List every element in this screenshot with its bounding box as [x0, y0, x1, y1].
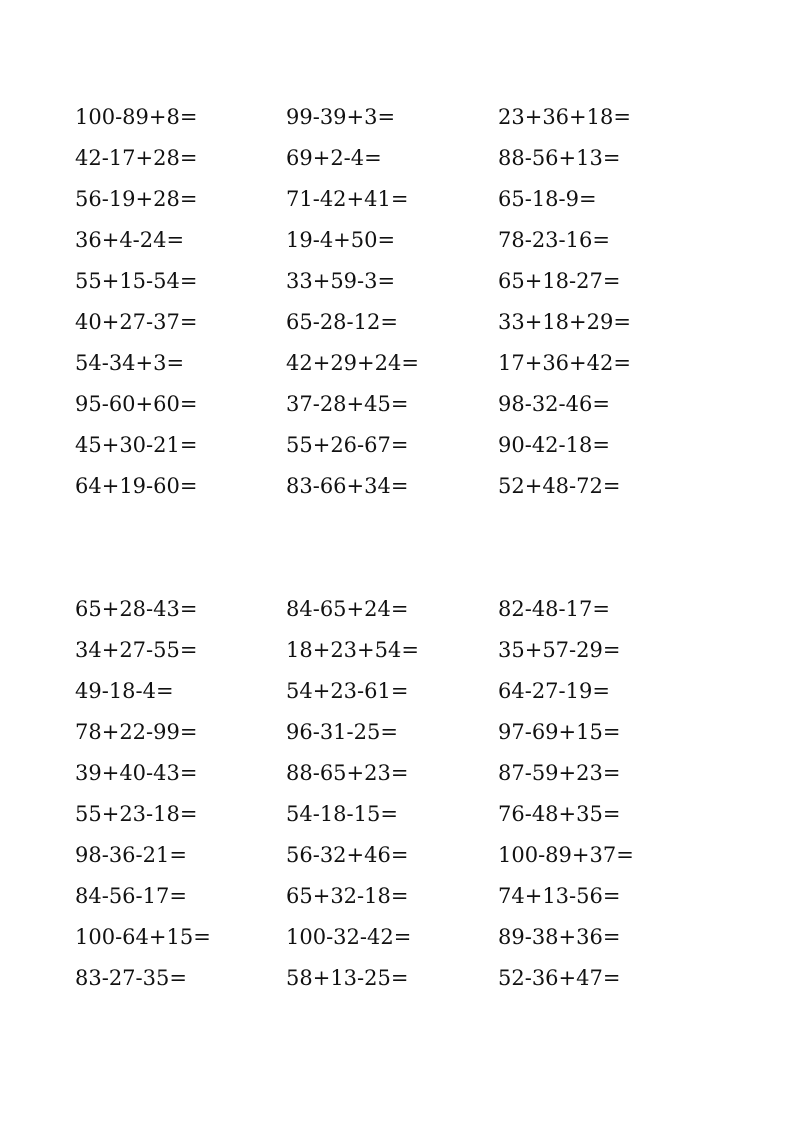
problem-row [75, 347, 715, 388]
problem-row [75, 142, 715, 183]
math-problem: 88-56+13= [498, 146, 621, 170]
math-problem: 49-18-4= [75, 679, 174, 703]
math-problem: 18+23+54= [286, 638, 419, 662]
math-problem: 100-64+15= [75, 925, 211, 949]
problem-row [75, 224, 715, 265]
math-problem: 54-34+3= [75, 351, 185, 375]
math-problem: 54-18-15= [286, 802, 398, 826]
problem-row [75, 306, 715, 347]
math-problem: 83-27-35= [75, 966, 187, 990]
math-problem: 83-66+34= [286, 474, 409, 498]
problem-block-2 [75, 593, 715, 1003]
math-problem: 90-42-18= [498, 433, 610, 457]
math-problem: 65-18-9= [498, 187, 597, 211]
math-problem: 100-32-42= [286, 925, 412, 949]
math-problem: 69+2-4= [286, 146, 382, 170]
math-problem: 17+36+42= [498, 351, 631, 375]
math-problem: 87-59+23= [498, 761, 621, 785]
math-problem: 97-69+15= [498, 720, 621, 744]
problem-row [75, 470, 715, 511]
math-problem: 96-31-25= [286, 720, 398, 744]
math-problem: 35+57-29= [498, 638, 621, 662]
problem-row [75, 880, 715, 921]
problem-row [75, 798, 715, 839]
problem-row [75, 634, 715, 675]
math-problem: 84-56-17= [75, 884, 187, 908]
problem-row [75, 962, 715, 1003]
math-problem: 39+40-43= [75, 761, 198, 785]
problem-row [75, 101, 715, 142]
math-problem: 37-28+45= [286, 392, 409, 416]
math-problem: 98-32-46= [498, 392, 610, 416]
math-problem: 42+29+24= [286, 351, 419, 375]
math-problem: 99-39+3= [286, 105, 396, 129]
math-problem: 54+23-61= [286, 679, 409, 703]
problem-row [75, 183, 715, 224]
math-problem: 56-19+28= [75, 187, 198, 211]
math-problem: 23+36+18= [498, 105, 631, 129]
math-problem: 100-89+8= [75, 105, 198, 129]
math-problem: 82-48-17= [498, 597, 610, 621]
math-problem: 45+30-21= [75, 433, 198, 457]
math-problem: 100-89+37= [498, 843, 634, 867]
math-problem: 33+59-3= [286, 269, 396, 293]
math-problem: 55+26-67= [286, 433, 409, 457]
problem-row [75, 839, 715, 880]
math-problem: 95-60+60= [75, 392, 198, 416]
math-problem: 65-28-12= [286, 310, 398, 334]
math-problem: 42-17+28= [75, 146, 198, 170]
math-problem: 56-32+46= [286, 843, 409, 867]
math-problem: 71-42+41= [286, 187, 409, 211]
math-problem: 52-36+47= [498, 966, 621, 990]
math-problem: 64+19-60= [75, 474, 198, 498]
problem-block-1 [75, 101, 715, 511]
math-problem: 34+27-55= [75, 638, 198, 662]
problem-row [75, 429, 715, 470]
math-problem: 98-36-21= [75, 843, 187, 867]
math-problem: 89-38+36= [498, 925, 621, 949]
problem-row [75, 593, 715, 634]
problem-row [75, 675, 715, 716]
math-problem: 58+13-25= [286, 966, 409, 990]
math-problem: 55+15-54= [75, 269, 198, 293]
math-problem: 55+23-18= [75, 802, 198, 826]
math-problem: 64-27-19= [498, 679, 610, 703]
math-problem: 33+18+29= [498, 310, 631, 334]
math-problem: 65+28-43= [75, 597, 198, 621]
math-problem: 78-23-16= [498, 228, 610, 252]
math-problem: 88-65+23= [286, 761, 409, 785]
problem-row [75, 716, 715, 757]
math-problem: 78+22-99= [75, 720, 198, 744]
math-problem: 19-4+50= [286, 228, 396, 252]
problem-row [75, 757, 715, 798]
math-problem: 84-65+24= [286, 597, 409, 621]
problem-row [75, 265, 715, 306]
math-problem: 74+13-56= [498, 884, 621, 908]
math-problem: 52+48-72= [498, 474, 621, 498]
math-problem: 36+4-24= [75, 228, 185, 252]
problem-row [75, 921, 715, 962]
math-problem: 65+18-27= [498, 269, 621, 293]
math-problem: 65+32-18= [286, 884, 409, 908]
math-problem: 76-48+35= [498, 802, 621, 826]
math-problem: 40+27-37= [75, 310, 198, 334]
problem-row [75, 388, 715, 429]
